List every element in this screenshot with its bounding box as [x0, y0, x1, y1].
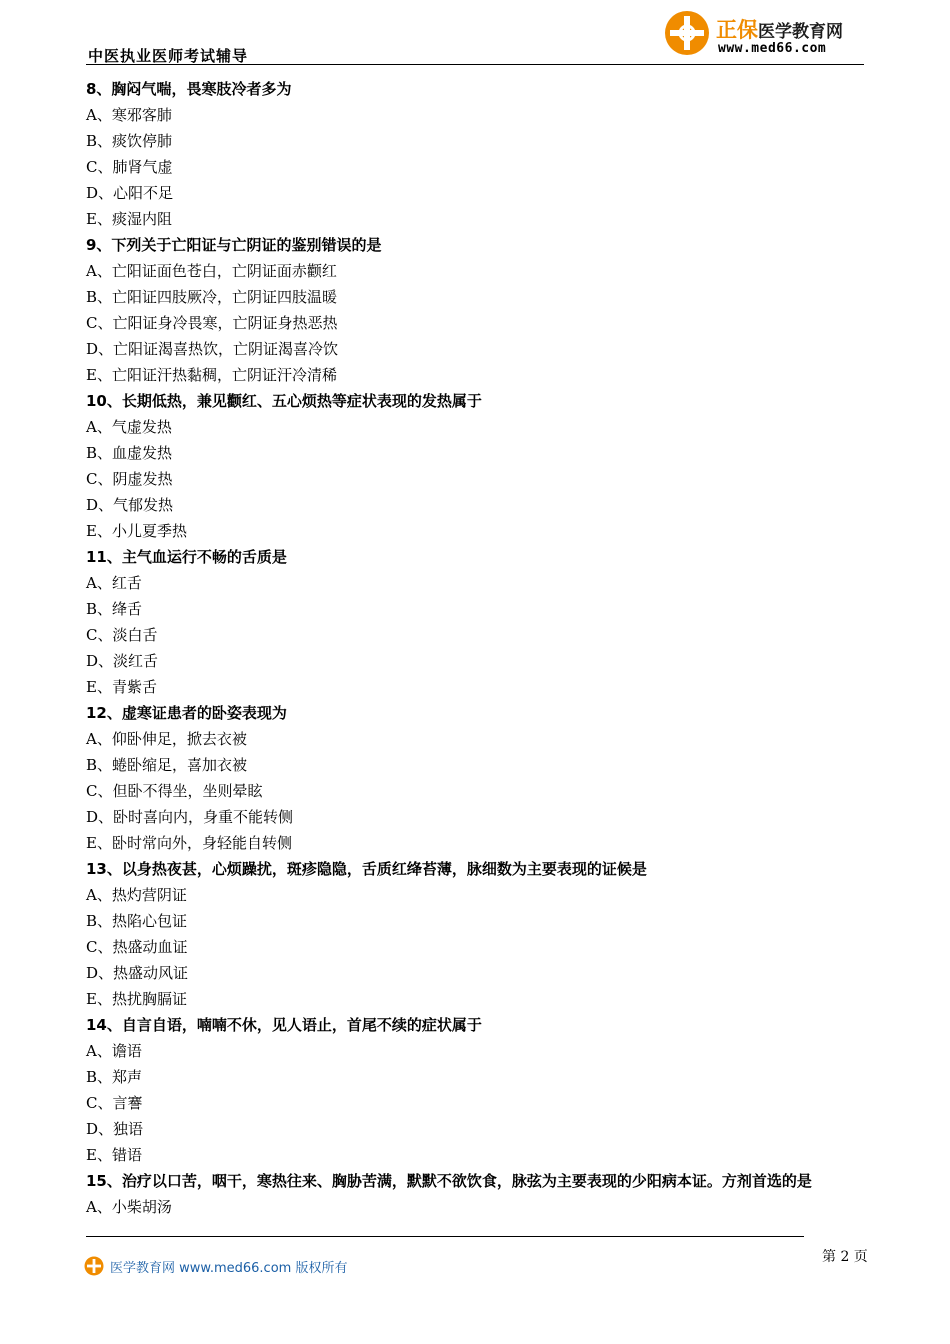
- header-title: 中医执业医师考试辅导: [88, 47, 249, 65]
- answer-option: C、热盛动血证: [86, 938, 188, 956]
- answer-option: A、小柴胡汤: [86, 1198, 172, 1216]
- footer: [84, 1255, 347, 1277]
- answer-option: D、亡阳证渴喜热饮，亡阴证渴喜冷饮: [86, 340, 339, 358]
- answer-option: B、绛舌: [86, 600, 143, 618]
- question-stem: 13、以身热夜甚，心烦躁扰，斑疹隐隐，舌质红绛苔薄，脉细数为主要表现的证候是: [86, 860, 647, 878]
- question-stem: 8、胸闷气喘，畏寒肢冷者多为: [86, 80, 292, 98]
- answer-option: C、阴虚发热: [86, 470, 173, 488]
- footer-divider: [86, 1236, 804, 1237]
- question-stem: 15、治疗以口苦，咽干，寒热往来、胸胁苦满，默默不欲饮食，脉弦为主要表现的少阳病本证。方剂首选的是: [86, 1172, 812, 1190]
- answer-option: E、亡阳证汗热黏稠，亡阴证汗冷清稀: [86, 366, 337, 384]
- answer-option: B、郑声: [86, 1068, 143, 1086]
- answer-option: B、蜷卧缩足，喜加衣被: [86, 756, 248, 774]
- answer-option: C、亡阳证身冷畏寒，亡阴证身热恶热: [86, 314, 338, 332]
- brand-logo: [664, 8, 864, 62]
- answer-option: E、错语: [86, 1146, 142, 1164]
- answer-option: E、痰湿内阻: [86, 210, 172, 228]
- answer-option: D、气郁发热: [86, 496, 174, 514]
- page-number: 第 2 页: [822, 1249, 868, 1265]
- answer-option: D、热盛动风证: [86, 964, 189, 982]
- answer-option: B、血虚发热: [86, 444, 173, 462]
- answer-option: A、仰卧伸足，掀去衣被: [86, 730, 247, 748]
- answer-option: C、但卧不得坐，坐则晕眩: [86, 782, 263, 800]
- answer-option: B、热陷心包证: [86, 912, 188, 930]
- logo-brand-part-b: 医学教育网: [758, 22, 843, 42]
- answer-option: D、淡红舌: [86, 652, 159, 670]
- answer-option: A、谵语: [86, 1042, 142, 1060]
- answer-option: A、气虚发热: [86, 418, 172, 436]
- answer-option: E、青紫舌: [86, 678, 157, 696]
- answer-option: C、肺肾气虚: [86, 158, 173, 176]
- answer-option: B、亡阳证四肢厥冷，亡阴证四肢温暖: [86, 288, 338, 306]
- answer-option: A、红舌: [86, 574, 142, 592]
- answer-option: D、独语: [86, 1120, 144, 1138]
- med66-logo-icon: [664, 10, 710, 56]
- question-stem: 10、长期低热，兼见颧红、五心烦热等症状表现的发热属于: [86, 392, 482, 410]
- header-divider: [86, 64, 864, 65]
- question-list: [86, 76, 876, 1220]
- logo-brand-name: [716, 14, 843, 44]
- question-stem: 12、虚寒证患者的卧姿表现为: [86, 704, 287, 722]
- answer-option: A、热灼营阴证: [86, 886, 187, 904]
- answer-option: C、淡白舌: [86, 626, 158, 644]
- answer-option: C、言謇: [86, 1094, 143, 1112]
- logo-url: www.med66.com: [718, 41, 827, 56]
- answer-option: D、卧时喜向内，身重不能转侧: [86, 808, 294, 826]
- answer-option: E、小儿夏季热: [86, 522, 187, 540]
- question-stem: 9、下列关于亡阳证与亡阴证的鉴别错误的是: [86, 236, 382, 254]
- question-stem: 11、主气血运行不畅的舌质是: [86, 548, 287, 566]
- answer-option: E、热扰胸膈证: [86, 990, 187, 1008]
- question-stem: 14、自言自语，喃喃不休，见人语止，首尾不续的症状属于: [86, 1016, 482, 1034]
- med66-footer-logo-icon: [84, 1256, 104, 1276]
- answer-option: E、卧时常向外，身轻能自转侧: [86, 834, 292, 852]
- logo-brand-part-a: 正保: [716, 18, 758, 42]
- answer-option: A、寒邪客肺: [86, 106, 172, 124]
- answer-option: D、心阳不足: [86, 184, 174, 202]
- footer-copyright: 医学教育网 www.med66.com 版权所有: [110, 1260, 348, 1276]
- answer-option: A、亡阳证面色苍白，亡阴证面赤颧红: [86, 262, 337, 280]
- answer-option: B、痰饮停肺: [86, 132, 173, 150]
